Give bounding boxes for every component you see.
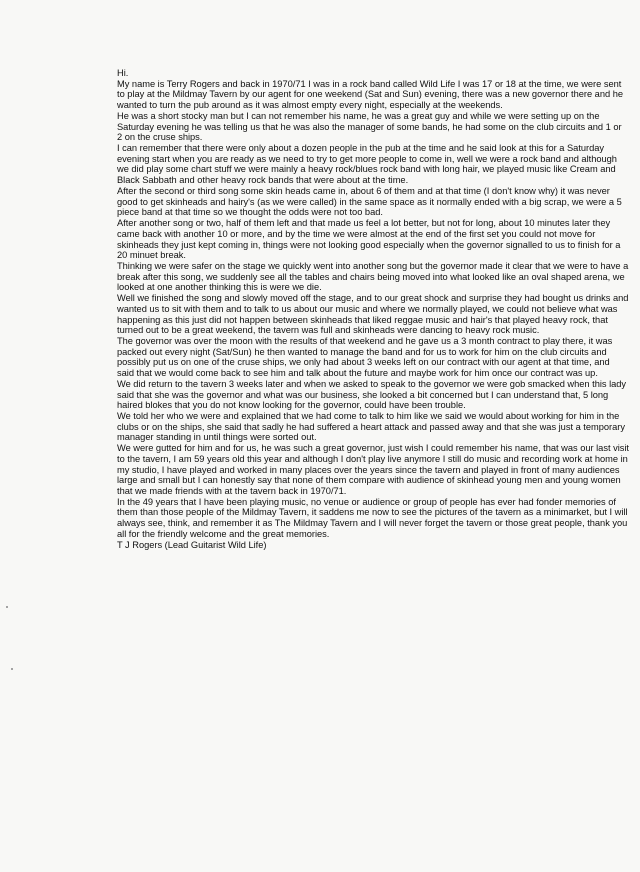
letter-paragraph: Well we finished the song and slowly moved off the stage, and to our great shock and surprise they had bought us drinks and wanted us to sit with them and to talk to us about our music and where we normally played, we could not believe what was happening as this just did not happen between skinheads that liked reggae music and hair's that played heavy rock, that turned out to be a great weekend, the tavern was full and skinheads were dancing to heavy rock music. [117,293,629,336]
letter-paragraph: After the second or third song some skin heads came in, about 6 of them and at that time (I don't know why) it was never good to get skinheads and hairy's (as we were called) in the same space as it normally ended with a big scrap, we were a 5 piece band at that time so we thought the odds were not too bad. [117,185,622,218]
letter-paragraph: After another song or two, half of them left and that made us feel a lot better, but not for long, about 10 minutes later they came back with another 10 or more, and by the time we were almost at the end of the first set you could not move for skinheads they just kept coming in, things were not looking good especially when the governor signalled to us to finish for a 20 minuet break. [117,218,621,261]
letter-paragraph: I can remember that there were only about a dozen people in the pub at the time and he said look at this for a Saturday evening start when you are ready as we need to try to get more people to come in, well we were a rock band and although we did play some chart stuff we were mainly a heavy rock/blues rock band with long hair, we played music like Cream and Black Sabbath and other heavy rock bands that were about at the time. [117,143,617,186]
letter-paragraph: My name is Terry Rogers and back in 1970/71 I was in a rock band called Wild Life I was 17 or 18 at the time, we were sent to play at the Mildmay Tavern by our agent for one weekend (Sat and Sun) evening, there was a new governor there and he wanted to turn the pub around as it was almost empty every night, especially at the weekends. [117,78,623,111]
letter-paragraph: He was a short stocky man but I can not remember his name, he was a great guy and while we were setting up on the Saturday evening he was telling us that he was also the manager of some bands, he had some on the club circuits and 1 or 2 on the cruse ships. [117,110,622,143]
letter-paragraph: The governor was over the moon with the results of that weekend and he gave us a 3 month contract to play there, it was packed out every night (Sat/Sun) he then wanted to manage the band and for us to work for him on the club circuits and possibly put us on one of the cruse ships, we only had about 3 weeks left on our contract with our agent at that time, and said that we would come back to see him and talk about the future and maybe work for him once our contract was up. [117,335,613,379]
letter-paragraph: We did return to the tavern 3 weeks later and when we asked to speak to the governor we were gob smacked when this lady said that she was the governor and what was our business, she looked a bit concerned but I can understand that, 5 long haired blokes that you do not know looking for the governor, could have been trouble. [117,378,627,411]
letter-paragraph: We were gutted for him and for us, he was such a great governor, just wish I could remember his name, that was our last visit to the tavern, I am 59 years old this year and although I don't play live anymore I still do music and recording work at home in my studio, I have played and worked in many places over the years since the tavern and played in front of many audiences large and small but I can honestly say that none of them compare with audience of skinhead young men and young women that we made friends with at the tavern back in 1970/71. [117,443,629,497]
letter-paragraph: Thinking we were safer on the stage we quickly went into another song but the governor made it clear that we were to have a break after this song, we suddenly see all the tables and chairs being moved into what looked like an oval shaped arena, we looked at one another thinking this is were we die. [117,260,629,293]
scan-speck [6,606,8,608]
letter-greeting: Hi. [117,68,129,78]
scan-speck [11,668,13,670]
letter-signature: T J Rogers (Lead Guitarist Wild Life) [117,539,267,550]
letter-paragraph: In the 49 years that I have been playing music, no venue or audience or group of people has ever had fonder memories of them than those people of the Mildmay Tavern, it saddens me now to see the pictures of the tavern as a minimarket, but I will always see, think, and remember it as The Mildmay Tavern and I will never forget the tavern or those great people, thank you all for the friendly welcome and the great memories. [117,496,628,539]
letter-paragraph: We told her who we were and explained that we had come to talk to him like we said we would about working for him in the clubs or on the ships, she said that sadly he had suffered a heart attack and passed away and that she was just a temporary manager standing in until things were sorted out. [117,411,625,443]
letter-body [117,68,629,550]
